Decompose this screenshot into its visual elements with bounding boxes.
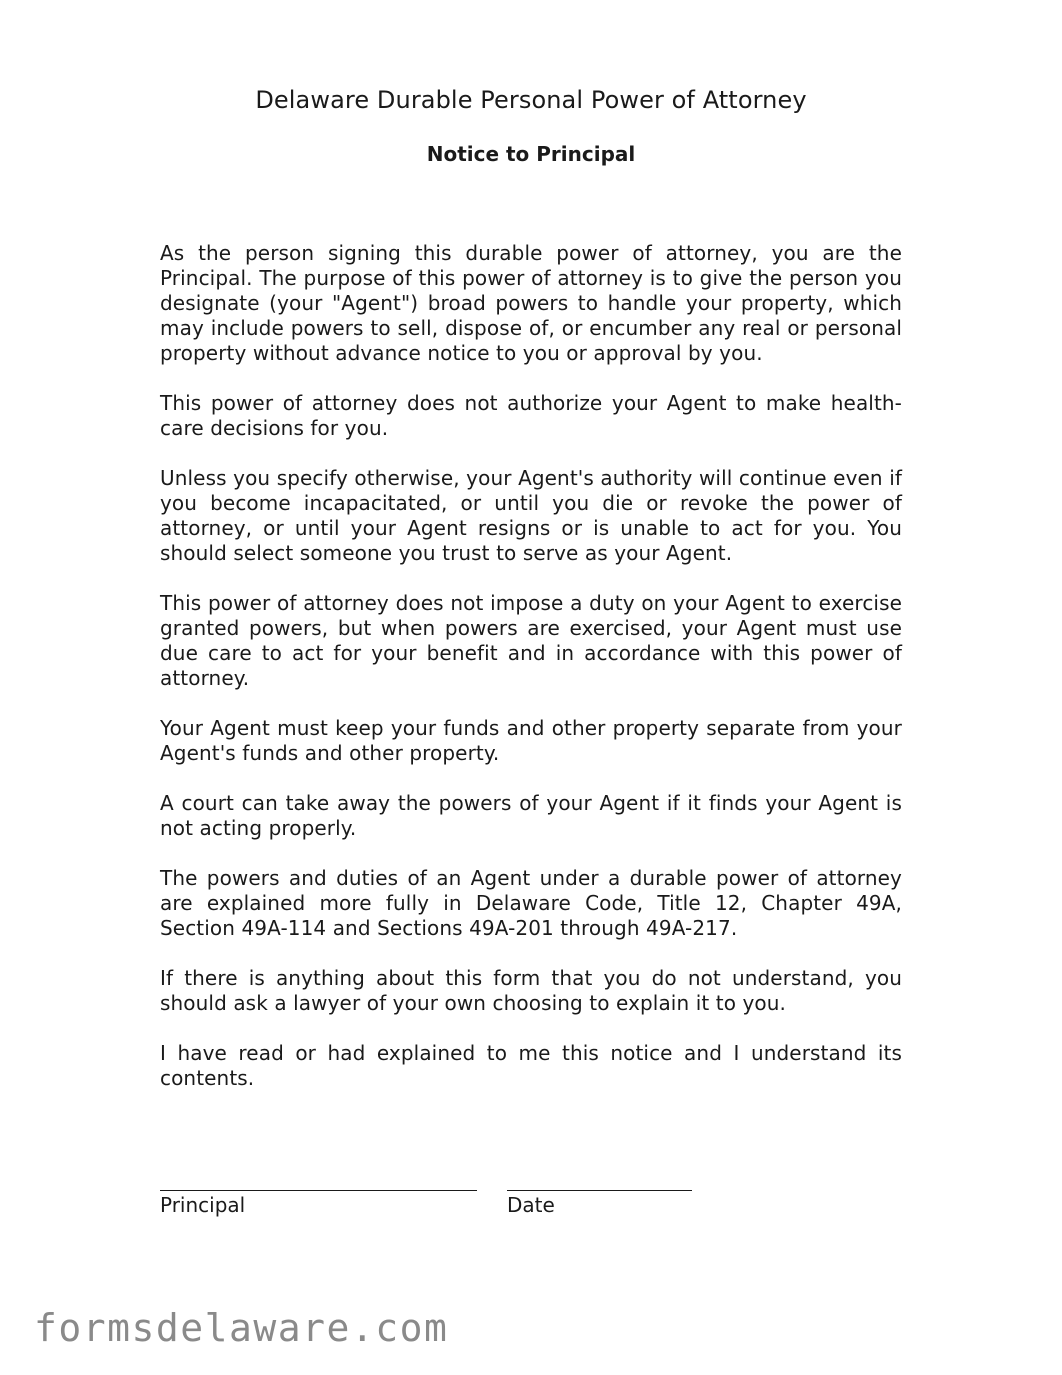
date-signature-line[interactable] (507, 1165, 692, 1191)
paragraph-ask-lawyer: If there is anything about this form that you do not understand, you should ask a lawyer of your own choosing to explain it to you. (160, 966, 902, 1015)
watermark: formsdelaware.com (34, 1306, 449, 1350)
paragraph-delaware-code: The powers and duties of an Agent under a durable power of attorney are explained more fully in Delaware Code, Title 12, Chapter 49A, Section 49A-114 and Sections 49A-201 through 49A-217. (160, 866, 902, 940)
principal-label: Principal (160, 1193, 246, 1217)
paragraph-principal-purpose: As the person signing this durable power of attorney, you are the Principal. The purpose of this power of attorney is to give the person you designate (your "Agent") broad powers to handle your property, which may include powers to sell, dispose of, or encumber any real or personal property without advance notice to you or approval by you. (160, 241, 902, 365)
paragraph-separate-funds: Your Agent must keep your funds and other property separate from your Agent's funds and other property. (160, 716, 902, 765)
principal-signature-line[interactable] (160, 1165, 477, 1191)
page-title: Delaware Durable Personal Power of Attorney (255, 86, 807, 114)
page-subtitle: Notice to Principal (426, 142, 636, 166)
paragraph-health-care: This power of attorney does not authorize your Agent to make health-care decisions for you. (160, 391, 902, 440)
paragraph-acknowledgement: I have read or had explained to me this notice and I understand its contents. (160, 1041, 902, 1090)
paragraph-authority-duration: Unless you specify otherwise, your Agent's authority will continue even if you become incapacitated, or until you die or revoke the power of attorney, or until your Agent resigns or is unable to act for you. You should select someone you trust to serve as your Agent. (160, 466, 902, 565)
date-label: Date (507, 1193, 555, 1217)
paragraph-court-powers: A court can take away the powers of your Agent if it finds your Agent is not acting properly. (160, 791, 902, 840)
signature-block (160, 1165, 760, 1225)
paragraph-agent-duty: This power of attorney does not impose a duty on your Agent to exercise granted powers, but when powers are exercised, your Agent must use due care to act for your benefit and in accordance with this power of attorney. (160, 591, 902, 690)
notice-body (160, 241, 902, 1116)
